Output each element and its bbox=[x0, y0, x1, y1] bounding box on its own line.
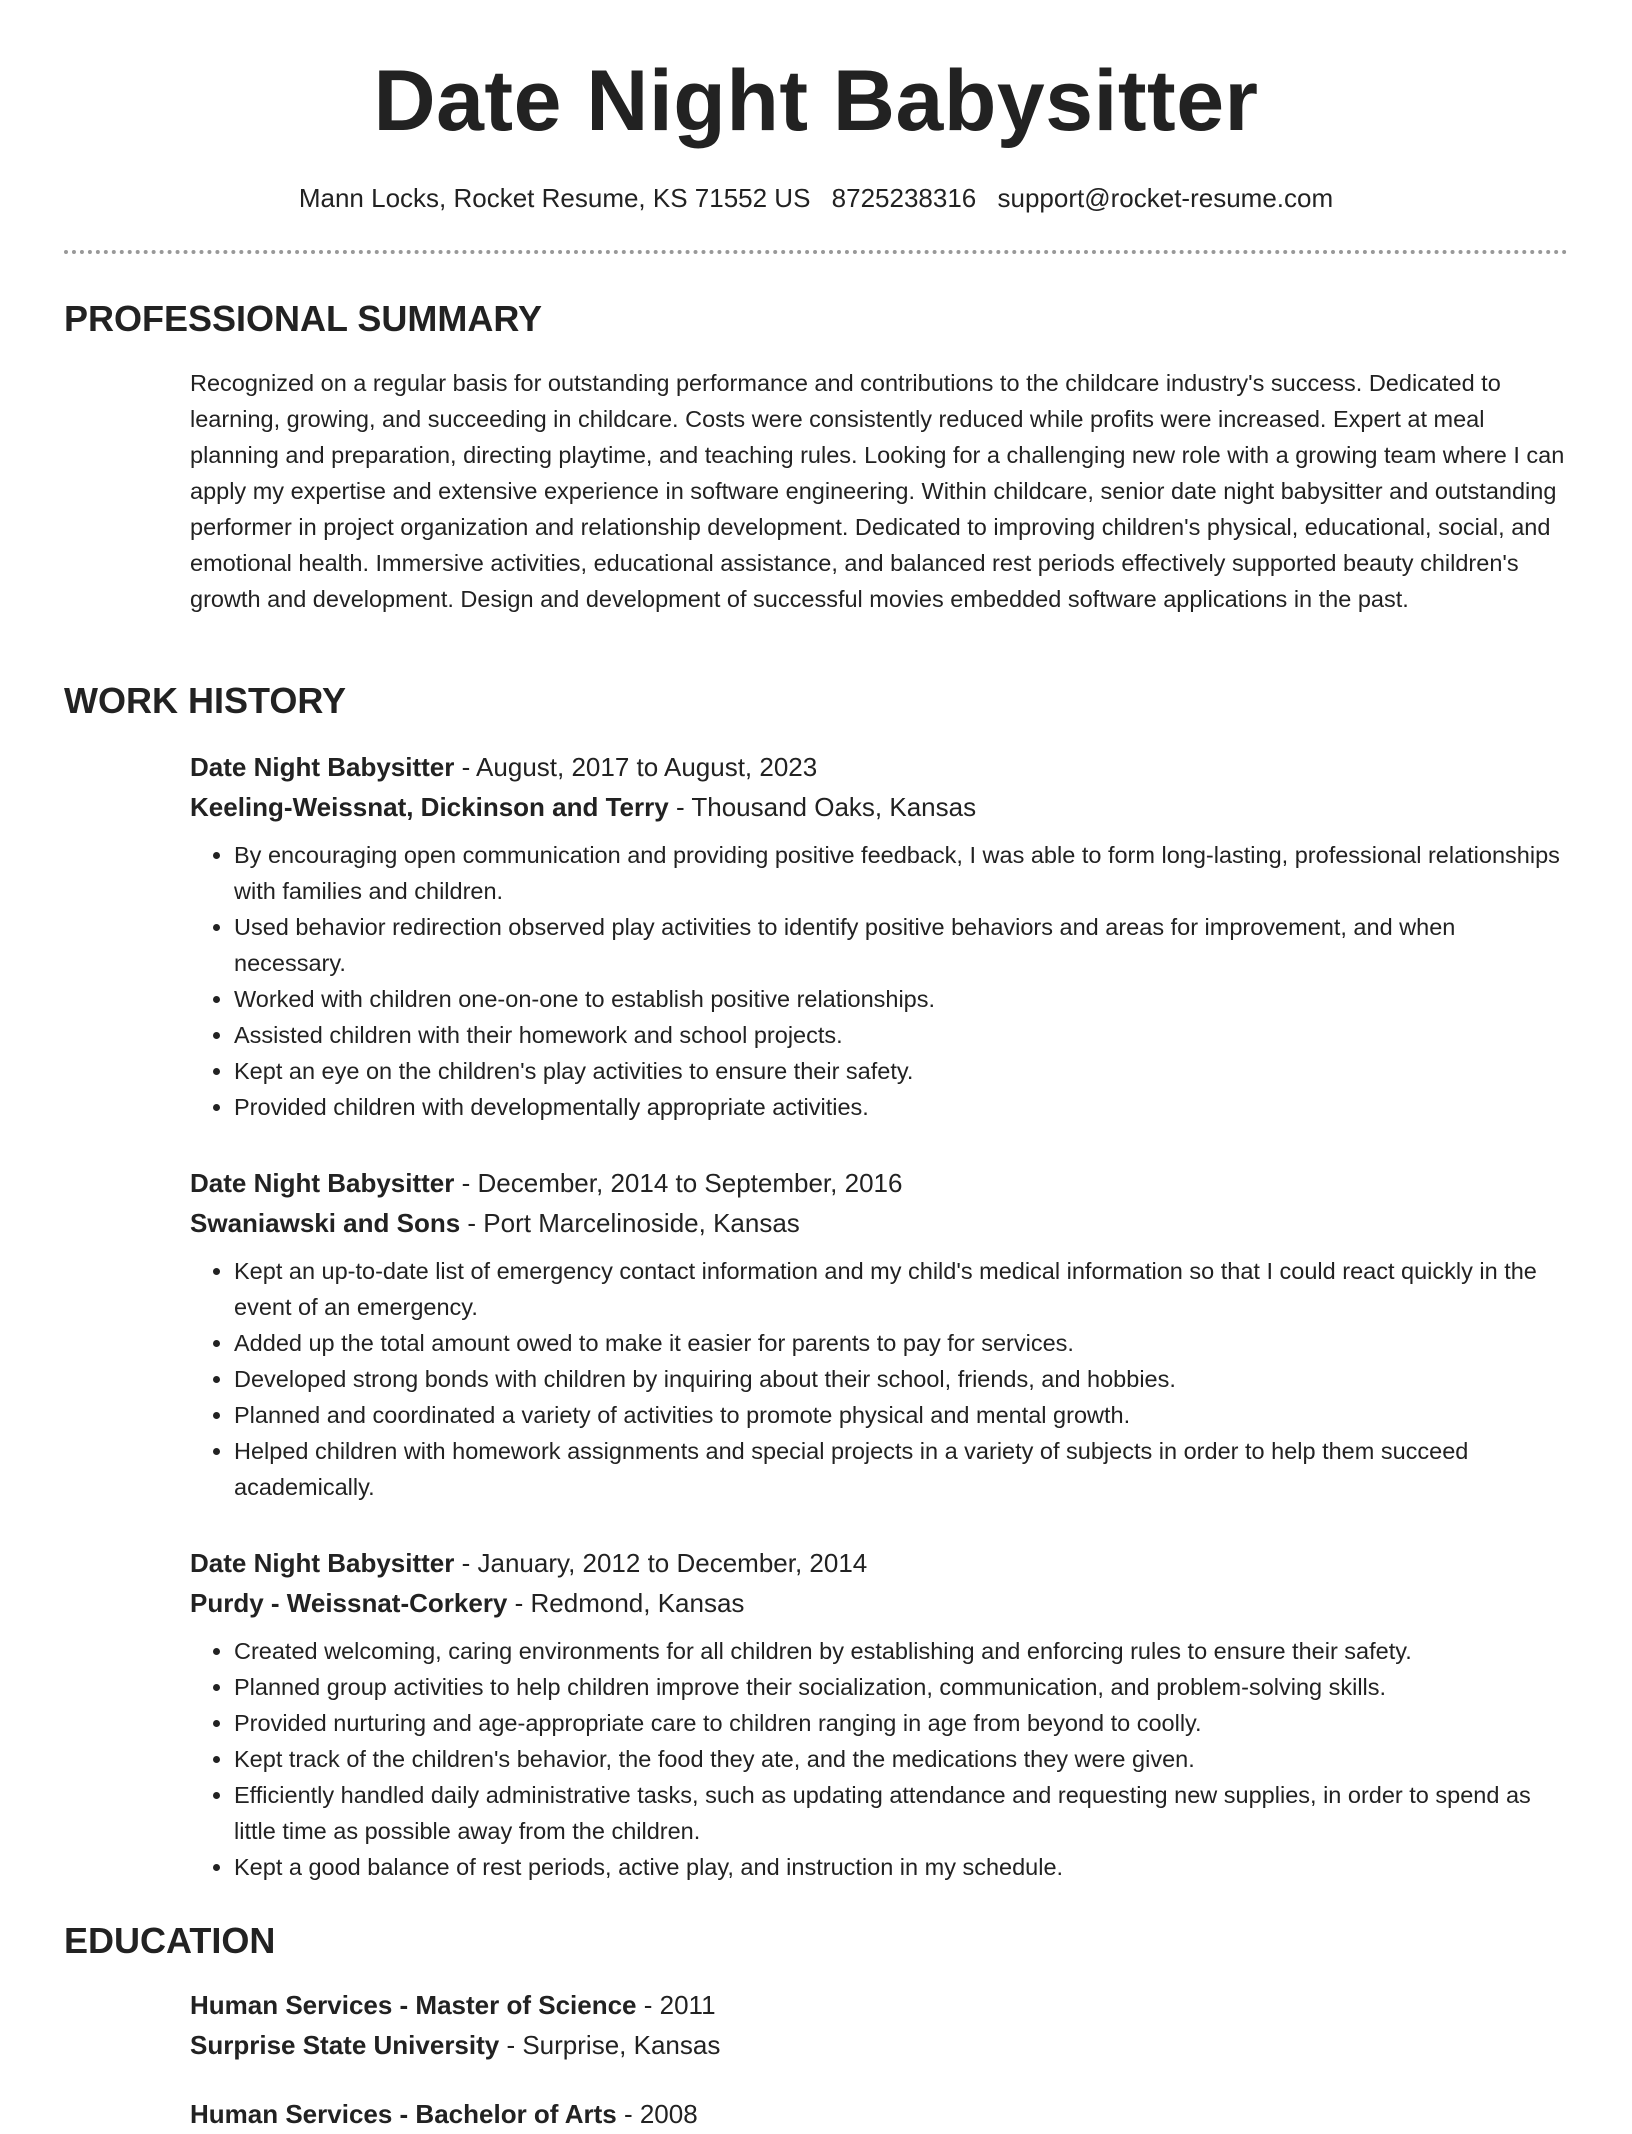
education-entry bbox=[190, 2094, 1568, 2134]
work-history-section-title: WORK HISTORY bbox=[64, 680, 347, 721]
job-role: Date Night Babysitter bbox=[190, 1548, 455, 1578]
contact-email: support@rocket-resume.com bbox=[997, 183, 1334, 213]
list-item: • Created welcoming, caring environments for all children by establishing and enforcing rules to ensure their safety. bbox=[234, 1633, 1568, 1669]
list-item: • Kept a good balance of rest periods, active play, and instruction in my schedule. bbox=[234, 1849, 1568, 1885]
contact-address: Mann Locks, Rocket Resume, KS 71552 US bbox=[298, 183, 811, 213]
job-company-line bbox=[190, 787, 1568, 827]
list-item: • Planned and coordinated a variety of activities to promote physical and mental growth. bbox=[234, 1397, 1568, 1433]
list-item: • Kept track of the children's behavior, the food they ate, and the medications they were given. bbox=[234, 1741, 1568, 1777]
contact-phone: 8725238316 bbox=[831, 183, 977, 213]
job-title-line bbox=[190, 1163, 1568, 1203]
job-location: - Thousand Oaks, Kansas bbox=[668, 792, 977, 822]
list-item: • Assisted children with their homework and school projects. bbox=[234, 1017, 1568, 1053]
job-company: Swaniawski and Sons bbox=[190, 1208, 461, 1238]
education-school: Surprise State University bbox=[190, 2030, 500, 2060]
job-company: Purdy - Weissnat-Corkery bbox=[190, 1588, 508, 1618]
header-divider bbox=[64, 250, 1568, 254]
education-year: - 2011 bbox=[636, 1990, 716, 2020]
job-company-line bbox=[190, 1203, 1568, 1243]
job-bullets bbox=[190, 1253, 1568, 1505]
job-company: Keeling-Weissnat, Dickinson and Terry bbox=[190, 792, 669, 822]
education-entry bbox=[190, 1985, 1568, 2065]
list-item: • By encouraging open communication and providing positive feedback, I was able to form long-lasting, professional relationships with families and children. bbox=[234, 837, 1568, 909]
list-item: • Planned group activities to help children improve their socialization, communication, and problem-solving skills. bbox=[234, 1669, 1568, 1705]
list-item: • Provided nurturing and age-appropriate care to children ranging in age from beyond to coolly. bbox=[234, 1705, 1568, 1741]
job-title-line bbox=[190, 1543, 1568, 1583]
education-year: - 2008 bbox=[616, 2099, 698, 2129]
list-item: • Efficiently handled daily administrative tasks, such as updating attendance and requesting new supplies, in order to spend as little time as possible away from the children. bbox=[234, 1777, 1568, 1849]
contact-line bbox=[0, 183, 1632, 214]
education-section-title: EDUCATION bbox=[64, 1920, 276, 1961]
job-role: Date Night Babysitter bbox=[190, 1168, 455, 1198]
job-bullets bbox=[190, 1633, 1568, 1885]
job-dates: - January, 2012 to December, 2014 bbox=[454, 1548, 868, 1578]
job-company-line bbox=[190, 1583, 1568, 1623]
job-role: Date Night Babysitter bbox=[190, 752, 455, 782]
education-degree: Human Services - Bachelor of Arts bbox=[190, 2099, 617, 2129]
job-bullets bbox=[190, 837, 1568, 1125]
list-item: • Provided children with developmentally appropriate activities. bbox=[234, 1089, 1568, 1125]
candidate-name: Date Night Babysitter bbox=[373, 53, 1259, 149]
job-location: - Port Marcelinoside, Kansas bbox=[460, 1208, 800, 1238]
list-item: • Kept an up-to-date list of emergency contact information and my child's medical information so that I could react quickly in the event of an emergency. bbox=[234, 1253, 1568, 1325]
education-location: - Surprise, Kansas bbox=[499, 2030, 721, 2060]
summary-section-title: PROFESSIONAL SUMMARY bbox=[64, 298, 543, 339]
education-degree: Human Services - Master of Science bbox=[190, 1990, 637, 2020]
education-school-line bbox=[190, 2025, 1568, 2065]
list-item: • Developed strong bonds with children by inquiring about their school, friends, and hobbies. bbox=[234, 1361, 1568, 1397]
job-entry bbox=[190, 1543, 1568, 1885]
job-location: - Redmond, Kansas bbox=[507, 1588, 745, 1618]
job-dates: - August, 2017 to August, 2023 bbox=[454, 752, 818, 782]
job-entry bbox=[190, 1163, 1568, 1505]
job-title-line bbox=[190, 747, 1568, 787]
list-item: • Helped children with homework assignments and special projects in a variety of subjects in order to help them succeed academically. bbox=[234, 1433, 1568, 1505]
job-dates: - December, 2014 to September, 2016 bbox=[454, 1168, 903, 1198]
education-degree-line bbox=[190, 1985, 1568, 2025]
job-entry bbox=[190, 747, 1568, 1125]
list-item: • Used behavior redirection observed play activities to identify positive behaviors and areas for improvement, and when necessary. bbox=[234, 909, 1568, 981]
list-item: • Worked with children one-on-one to establish positive relationships. bbox=[234, 981, 1568, 1017]
education-degree-line bbox=[190, 2094, 1568, 2134]
summary-text: Recognized on a regular basis for outstanding performance and contributions to the childcare industry's success. Dedicated to learning, growing, and succeeding in childcare. Costs were consistently reduced while profits were increased. Expert at meal planning and preparation, directing playtime, and teaching rules. Looking for a challenging new role with a growing team where I can apply my expertise and extensive experience in software engineering. Within childcare, senior date night babysitter and outstanding performer in project organization and relationship development. Dedicated to improving children's physical, educational, social, and emotional health. Immersive activities, educational assistance, and balanced rest periods effectively supported beauty children's growth and development. Design and development of successful movies embedded software applications in the past. bbox=[190, 370, 1565, 612]
list-item: • Added up the total amount owed to make it easier for parents to pay for services. bbox=[234, 1325, 1568, 1361]
list-item: • Kept an eye on the children's play activities to ensure their safety. bbox=[234, 1053, 1568, 1089]
